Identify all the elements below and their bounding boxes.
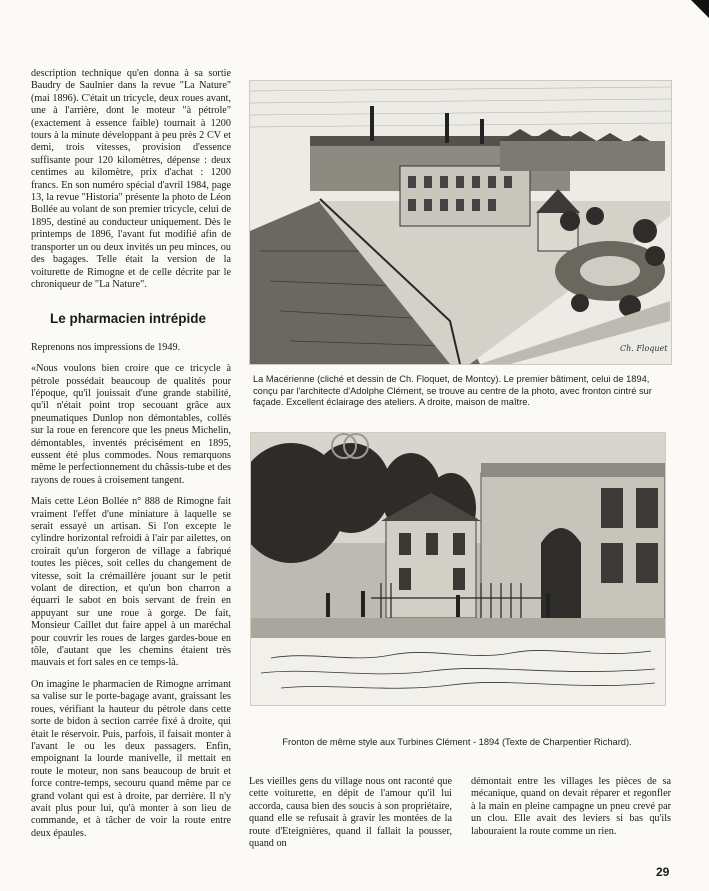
paragraph-intro: description technique qu'en donna à sa sortie Baudry de Saulnier dans la revue "La Nature" (mai 1896). C'était un tricycle, deux roues avant, une à l'arrière, dont le moteur "à pétrole" (exactement à essence faible) tournait à 1200 tours à la minute développant à peu près 2 CV et demi, trois vitesses, provision d'essence suffisante pour 120 kilomètres, dépense : deux centimes au kilomètre, prix d'achat : 1200 francs. En son numéro spécial d'avril 1984, page 13, la revue "Historia" présente la photo de Léon Bollée au volant de son premier tricycle, celui de 1895, destiné au conducteur uniquement. Dès le printemps de 1896, l'avant fut modifié afin de transporter un ou deux invités un peu minces, ou des bagages. Telle était la version de la voiturette de Rimogne et de celle décrite par le chroniqueur de "La Nature". (31, 68, 231, 290)
bottom-column-left (249, 776, 452, 859)
paragraph-pharmacien: On imagine le pharmacien de Rimogne arrimant sa valise sur le porte-bagage avant, graissant les roues, vérifiant la hauteur du pétrole dans cette sorte de bidon à section carrée fixé à droite, qui était le réservoir. Puis, parfois, il faisait monter à l'avant le ou les deux passagers. Enfin, empoignant la lourde manivelle, il mettait en route le moteur, non sans beaucoup de bruit et force contre-temps, secouru quand même par ce grand volant qui est à droite, par derrière. Il n'y avait plus pour lui, qu'à monter à son lieu de commande, et à tâcher de voir la route entre deux épaules. (31, 678, 231, 839)
corner-tab-mark (691, 0, 709, 18)
page-number: 29 (656, 865, 670, 879)
left-column (31, 68, 231, 849)
factory-illustration (249, 80, 672, 365)
paragraph-miniature: Mais cette Léon Bollée n° 888 de Rimogne fait vraiment l'effet d'une miniature à laquelle se serait essayé un artisan. Si l'on excepte le cylindre horizontal refroidi à l'air par ailettes, on croirait qu'un forgeron de village a fabriqué toutes les pièces, soit celles du changement de vitesse, soit la crémaillère jouant sur le petit volant de direction, et qu'un bon charron a équarri le sabot en bois servant de frein en appuyant sur une roue à gorge. De fait, Monsieur Caillet dut faire appel à un maréchal pour couvrir les roues de larges gardes-boue en tôle, d'autant que les chemins étaient très mauvais et fort sales en ce temps-là. (31, 496, 231, 669)
svg-text:Ch. Floquet: Ch. Floquet (620, 344, 668, 353)
paragraph-tricycle: «Nous voulons bien croire que ce tricycle à pétrole possédait beaucoup de qualités pour l'époque, qu'il jouissait d'une grande stabilité, qu'il n'était point trop secouant grâce aux pneumatiques Dunlop non démontables, collés sur la roue en ferencore que les pneus Michelin, démontables, inventés précisément en 1895, eussent été plus commodes. Nous remarquons même le perfectionnement du châssis-tube et des rayons de roues à croisement tangent. (31, 363, 231, 486)
publisher-logo-watermark (330, 428, 370, 469)
paragraph-reprenons: Reprenons nos impressions de 1949. (31, 341, 181, 353)
section-heading: Le pharmacien intrépide (50, 311, 207, 327)
figure-caption-turbines: Fronton de même style aux Turbines Clément - 1894 (Texte de Charpentier Richard). (282, 737, 632, 747)
paragraph-vieilles-gens: Les vieilles gens du village nous ont raconté que cette voiturette, en dépit de l'amour qu'il lui accorda, causa bien des soucis à son propriétaire, quand elle se refusait à gravir les montées de la route d'Eteignières, quand il fallait la pousser, quand on (249, 776, 452, 850)
turbines-photograph (250, 432, 666, 706)
paragraph-mecanique: démontait entre les villages les pièces de sa mécanique, quand on devait réparer et regonfler à la main en pleine campagne un pneu crevé par un clou. Elle avait des leviers si bas qu'ils labouraient la route comme un rien. (471, 776, 671, 837)
bottom-column-right (471, 776, 671, 847)
figure-caption-macerienne: La Macérienne (cliché et dessin de Ch. Floquet, de Montcy). Le premier bâtiment, celui de 1894, conçu par l'architecte d'Adolphe Clément, se trouve au centre de la photo, avec fronton cintré sur façade. Excellent éclairage des ateliers. A droite, maison de maître. (253, 374, 652, 407)
